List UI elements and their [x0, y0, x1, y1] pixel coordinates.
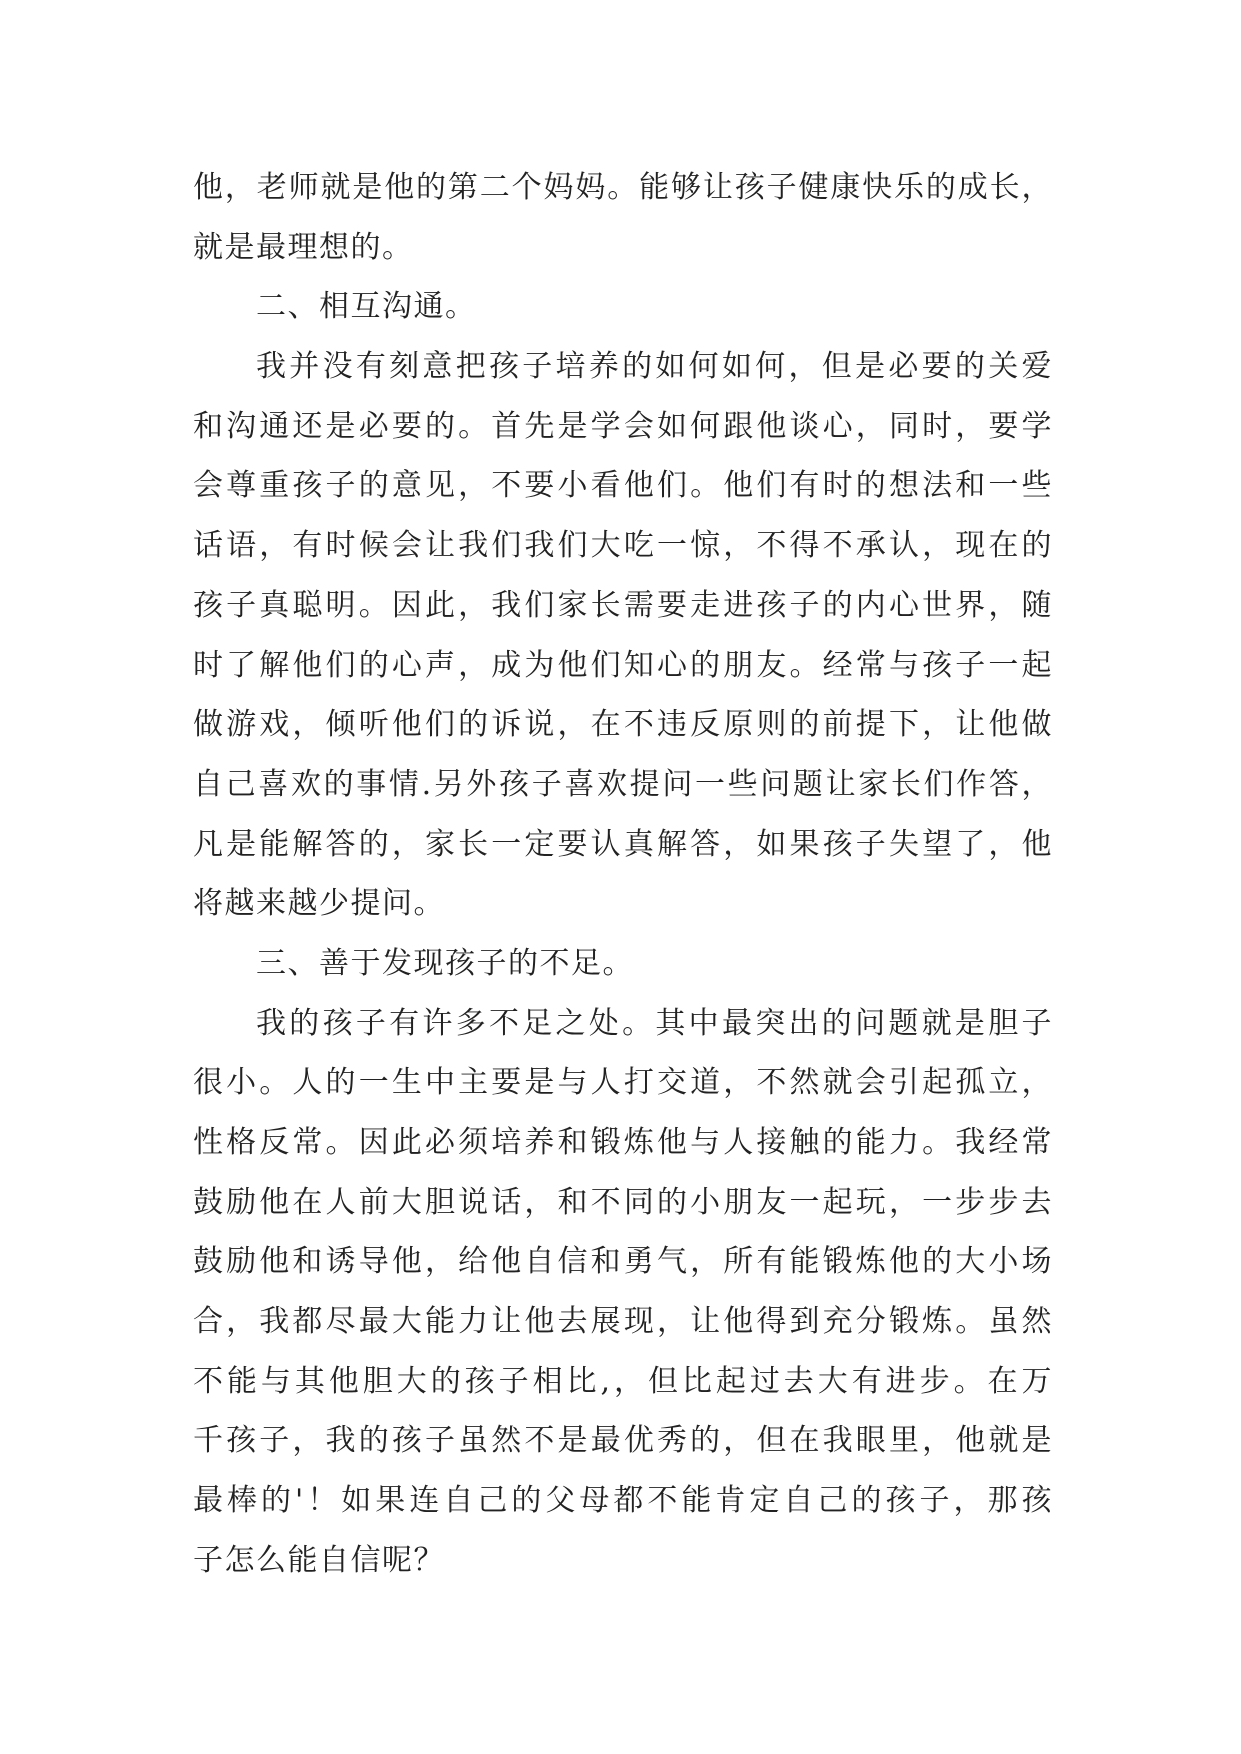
paragraph-first-line: 我的孩子有许多不足之处。其中最突出的问题就是胆子	[256, 1005, 1053, 1041]
text-line: 不能与其他胆大的孩子相比,，但比起过去大有进步。在万	[193, 1363, 1053, 1399]
text-line: 会尊重孩子的意见，不要小看他们。他们有时的想法和一些	[193, 468, 1053, 504]
text-line: 性格反常。因此必须培养和锻炼他与人接触的能力。我经常	[193, 1125, 1053, 1160]
text-line: 和沟通还是必要的。首先是学会如何跟他谈心，同时，要学	[193, 408, 1053, 444]
text-line: 就是最理想的。	[193, 229, 414, 265]
text-line: 他，老师就是他的第二个妈妈。能够让孩子健康快乐的成长，	[193, 170, 1053, 205]
text-line: 话语，有时候会让我们我们大吃一惊，不得不承认，现在的	[193, 528, 1053, 564]
text-line: 自己喜欢的事情.另外孩子喜欢提问一些问题让家长们作答，	[193, 766, 1053, 802]
text-line: 最棒的'！如果连自己的父母都不能肯定自己的孩子，那孩	[193, 1483, 1053, 1519]
section-heading: 二、相互沟通。	[256, 289, 477, 325]
text-line: 时了解他们的心声，成为他们知心的朋友。经常与孩子一起	[193, 647, 1053, 683]
text-line: 凡是能解答的，家长一定要认真解答，如果孩子失望了，他	[193, 826, 1053, 862]
text-line: 将越来越少提问。	[193, 886, 445, 922]
text-line: 鼓励他在人前大胆说话，和不同的小朋友一起玩，一步步去	[193, 1184, 1053, 1220]
text-line: 很小。人的一生中主要是与人打交道，不然就会引起孤立，	[193, 1065, 1053, 1101]
text-line: 孩子真聪明。因此，我们家长需要走进孩子的内心世界，随	[193, 587, 1053, 623]
text-line: 子怎么能自信呢？	[193, 1542, 445, 1578]
text-line: 鼓励他和诱导他，给他自信和勇气，所有能锻炼他的大小场	[193, 1244, 1053, 1280]
document-body	[193, 158, 1053, 1591]
section-heading: 三、善于发现孩子的不足。	[256, 945, 634, 981]
text-line: 合，我都尽最大能力让他去展现，让他得到充分锻炼。虽然	[193, 1304, 1053, 1340]
text-line: 做游戏，倾听他们的诉说，在不违反原则的前提下，让他做	[193, 707, 1053, 743]
paragraph-first-line: 我并没有刻意把孩子培养的如何如何，但是必要的关爱	[256, 349, 1053, 385]
text-line: 千孩子，我的孩子虽然不是最优秀的，但在我眼里，他就是	[193, 1423, 1053, 1459]
